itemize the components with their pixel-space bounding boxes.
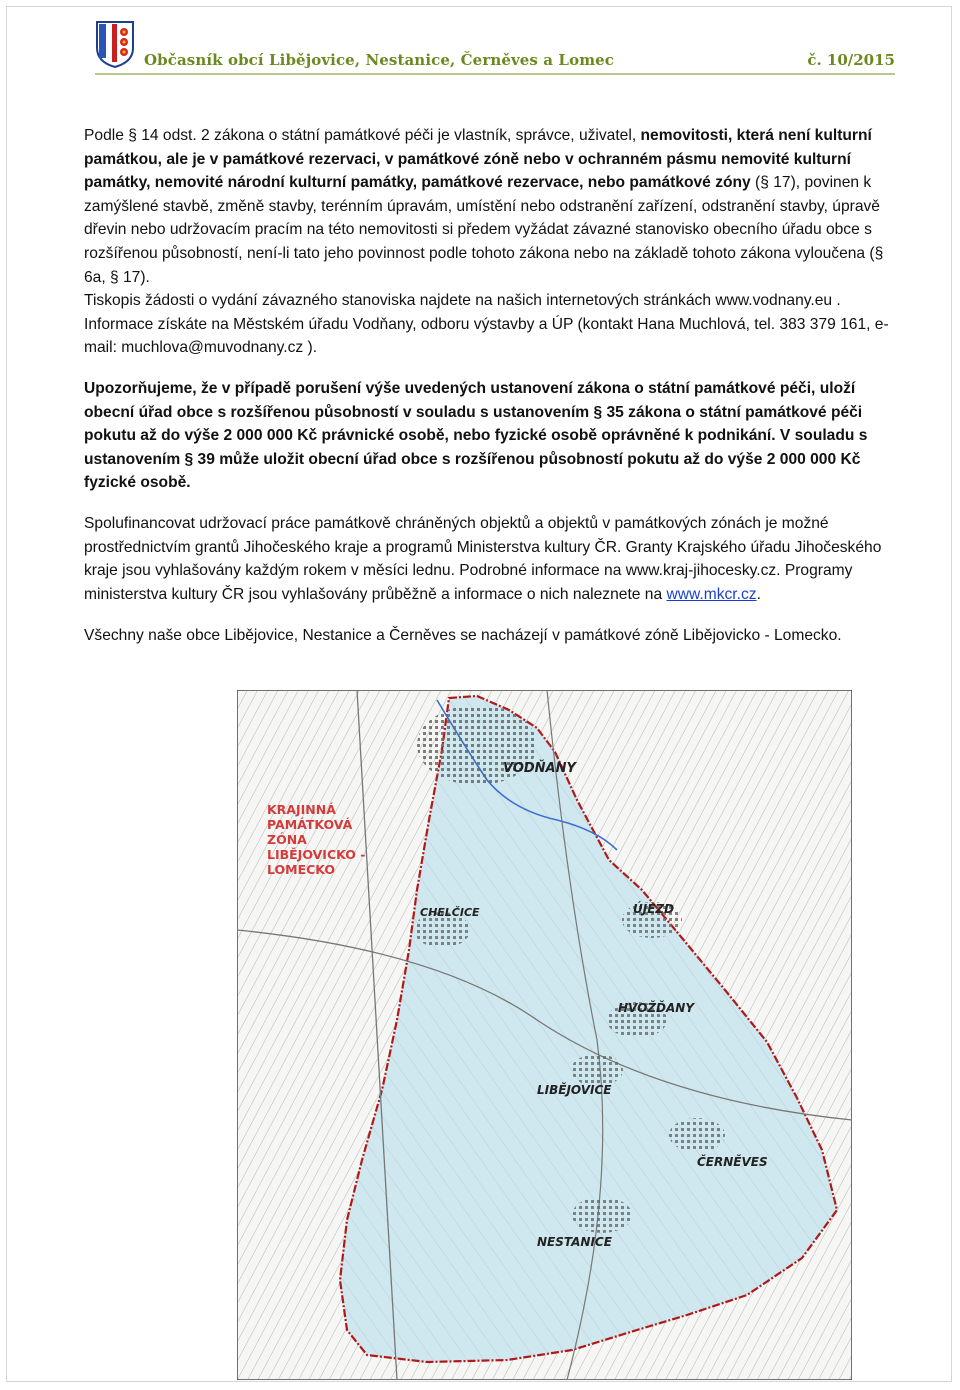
zone-map <box>237 690 852 1380</box>
article-body <box>84 124 904 648</box>
legend-line-1: KRAJINNÁ <box>267 802 336 817</box>
legend-line-4: LIBĚJOVICKO - <box>267 847 366 862</box>
newsletter-title: Občasník obcí Libějovice, Nestanice, Černěves a Lomec <box>144 51 615 69</box>
label-chelcice: CHELČICE <box>420 906 480 919</box>
paragraph-grants: Spolufinancovat udržovací práce památkově chráněných objektů a objektů v památkových zónách je možné prostřednictvím grantů Jihočeského kraje a programů Ministerstva kultury ČR. Granty Krajského úřadu Jihočeského kraje jsou vyhlašovány každým rokem v měsíci lednu. Podrobné informace na www.kraj-jihocesky.cz. Programy ministerstva kultury ČR jsou vyhlašovány průběžně a informace o nich naleznete na www.mkcr.cz. <box>84 514 882 603</box>
label-ujezd: ÚJEZD <box>633 902 675 916</box>
town-nestanice <box>572 1197 632 1233</box>
town-cerneves <box>669 1118 725 1152</box>
paragraph-form-info: Tiskopis žádosti o vydání závazného stanoviska najdete na našich internetových stránkách www.vodnany.eu . Informace získáte na Městském úřadu Vodňany, odboru výstavby a ÚP (kontakt Hana Muchlová, tel. 383 379 161, e-mail: muchlova@muvodnany.cz ). <box>84 292 889 357</box>
label-cerneves: ČERNĚVES <box>697 1155 768 1169</box>
label-hvozdany: HVOŽĎANY <box>618 1001 695 1015</box>
legend-line-3: ZÓNA <box>267 832 307 847</box>
page-header <box>95 20 895 70</box>
header-divider <box>95 73 895 75</box>
label-libejovice: LIBĚJOVICE <box>537 1083 612 1097</box>
zone-map-graphic <box>237 690 852 1380</box>
mkcr-link[interactable]: www.mkcr.cz <box>666 585 757 603</box>
municipal-crest-icon <box>95 20 135 68</box>
town-libejovice <box>571 1054 623 1086</box>
paragraph-legal-obligation: Podle § 14 odst. 2 zákona o státní památkové péči je vlastník, správce, uživatel, nemovitosti, která není kulturní památkou, ale je v památkové rezervaci, v památkové zóně nebo v ochranném pásmu nemovité kulturní památky, nemovité národní kulturní památky, památkové rezervace, nebo památkové zóny (§ 17), povinen k zamýšlené stavbě, změně stavby, terénním úpravám, umístění nebo odstranění zařízení, odstranění stavby, úpravě dřevin nebo udržovacím pracím na této nemovitosti si předem vyžádat závazné stanovisko obecního úřadu obce s rozšířenou působností, není-li tato jeho povinnost podle tohoto zákona nebo na základě tohoto zákona vyloučena (§ 6a, § 17). <box>84 127 884 286</box>
label-vodnany: VODŇANY <box>503 761 576 776</box>
label-nestanice: NESTANICE <box>537 1235 612 1249</box>
issue-number: č. 10/2015 <box>807 51 895 69</box>
paragraph-zone-membership: Všechny naše obce Libějovice, Nestanice a Černěves se nacházejí v památkové zóně Libějovicko - Lomecko. <box>84 627 842 645</box>
paragraph-penalty-warning: Upozorňujeme, že v případě porušení výše uvedených ustanovení zákona o státní památkové péči, uloží obecní úřad obce s rozšířenou působností v souladu s ustanovením § 35 zákona o státní památkové péči pokutu až do výše 2 000 000 Kč právnické osobě, nebo fyzické osobě oprávněné k podnikání. V souladu s ustanovením § 39 může uložit obecní úřad obce s rozšířenou působností pokutu až do výše 2 000 000 Kč fyzické osobě. <box>84 379 868 492</box>
legend-line-5: LOMECKO <box>267 862 336 877</box>
legend-line-2: PAMÁTKOVÁ <box>267 817 353 832</box>
